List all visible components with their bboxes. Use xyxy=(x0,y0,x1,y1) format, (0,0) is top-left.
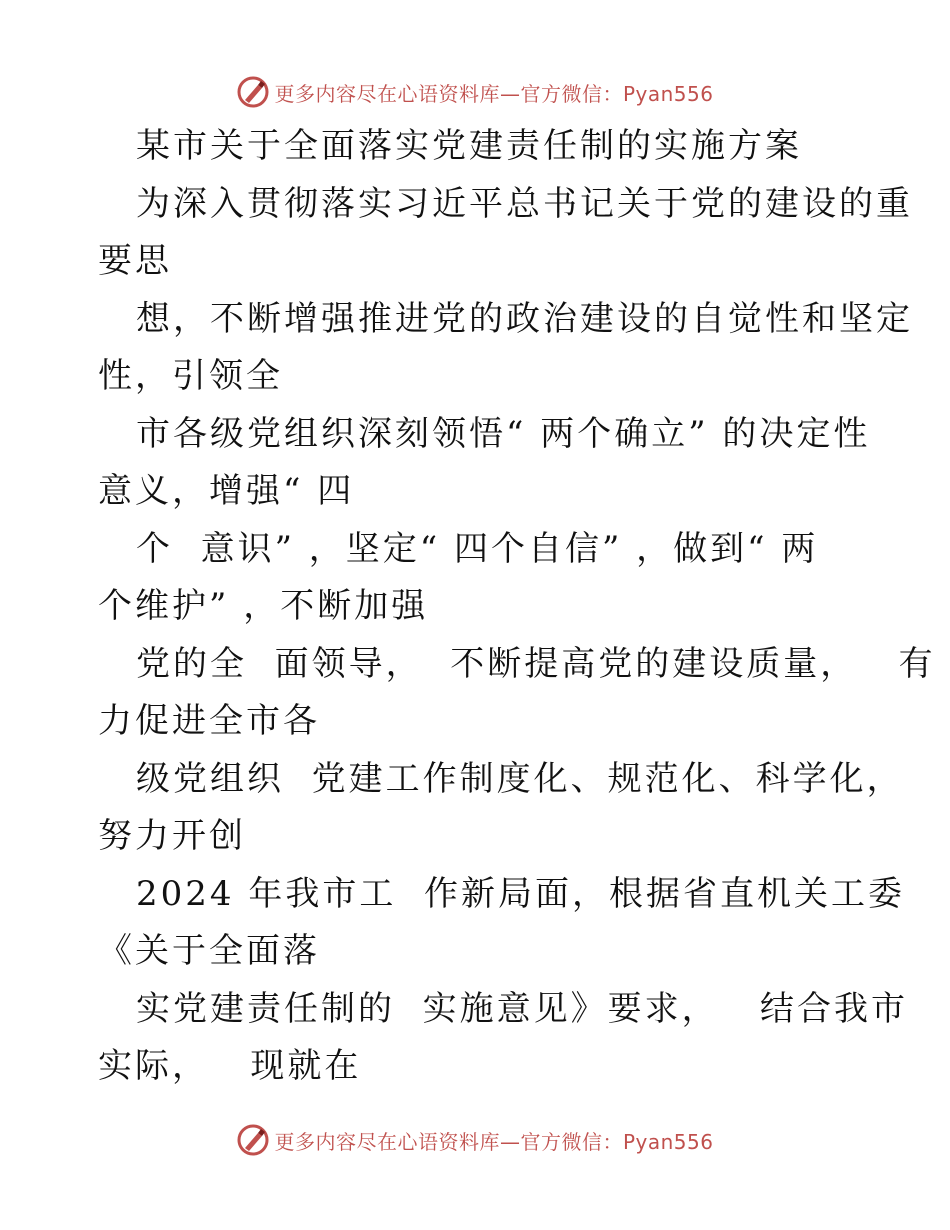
text-line: 市各级党组织深刻领悟“ 两个确立” 的决定性 xyxy=(136,413,871,454)
pen-logo-icon xyxy=(236,75,270,109)
text-line: 个 意识” ，坚定“ 四个自信” ，做到“ 两 xyxy=(136,528,819,569)
pen-logo-icon xyxy=(236,1123,270,1157)
text-line: 个维护” ，不断加强 xyxy=(98,586,429,626)
text-line: 性，引领全 xyxy=(98,356,283,396)
text-line: 为深入贯彻落实习近平总书记关于党的建设的重 xyxy=(136,183,913,224)
text-line: 努力开创 xyxy=(98,816,246,856)
banner-text: 更多内容尽在心语资料库—官方微信：Pyan556 xyxy=(274,1129,714,1154)
text-line: 实际， 现就在 xyxy=(98,1046,362,1086)
text-line: 级党组织 党建工作制度化、规范化、科学化， xyxy=(136,758,904,799)
text-line: 党的全 面领导， 不断提高党的建设质量， 有 xyxy=(136,643,936,684)
text-line: 《关于全面落 xyxy=(98,931,320,971)
text-line: 2024 年我市工 作新局面，根据省直机关工委 xyxy=(136,873,905,914)
banner-text: 更多内容尽在心语资料库—官方微信：Pyan556 xyxy=(274,81,714,106)
text-line: 意义，增强“ 四 xyxy=(98,471,355,511)
document-body xyxy=(98,118,936,1096)
header-banner xyxy=(0,72,950,112)
document-title: 某市关于全面落实党建责任制的实施方案 xyxy=(136,126,802,166)
text-line: 要思 xyxy=(98,241,172,281)
text-line: 实党建责任制的 实施意见》要求， 结合我市 xyxy=(136,988,909,1029)
footer-banner xyxy=(0,1120,950,1160)
text-line: 力促进全市各 xyxy=(98,701,320,741)
text-line: 想，不断增强推进党的政治建设的自觉性和坚定 xyxy=(136,298,913,339)
